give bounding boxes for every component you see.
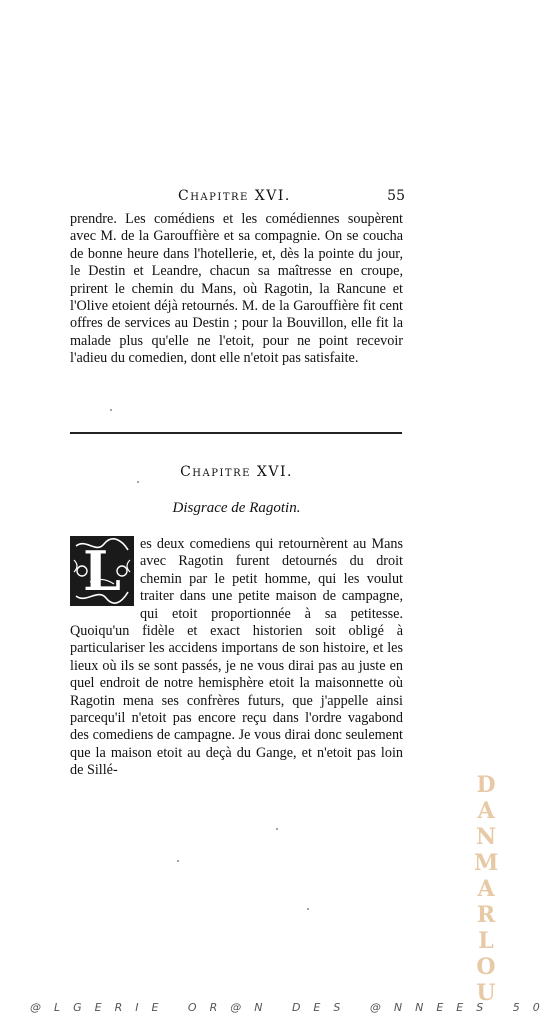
running-head-title: Chapitre XVI.: [178, 188, 291, 204]
chapter-title: Chapitre XVI.: [180, 464, 293, 480]
running-head: [70, 188, 405, 210]
speck: [110, 409, 112, 411]
section-divider: [70, 432, 402, 434]
speck: [276, 828, 278, 830]
speck: [177, 860, 179, 862]
paragraph-continued: prendre. Les comédiens et les comédiennes soupèrent avec M. de la Garouffière et sa compagnie. On se coucha de bonne heure dans l'hotellerie, et, dès la pointe du jour, le Destin et Leandre, chacun sa maîtresse en croupe, prirent le chemin du Mans, où Ragotin, la Rancune et l'Olive etoient déjà retournés. M. de la Garouffière fit cent offres de services au Destin ; pour la Bouvillon, elle fit la malade plus qu'elle ne l'etoit, pour ne point recevoir l'adieu du comedien, dont elle n'etoit pas satisfaite.: [70, 211, 403, 367]
page-number: 55: [387, 188, 405, 204]
speck: [307, 908, 309, 910]
ornamental-drop-cap: [70, 536, 134, 606]
chapter-paragraph: es deux comediens qui retournèrent au Mans avec Ragotin furent detournés du droit chemin par le petit homme, qui les voulut traiter dans une petite maison de campagne, qui etoit proportionnée à sa petitesse. Quoiqu'un fidèle et exact historien soit obligé à particulariser les accidens importans de son histoire, et les lieux où ils se sont passés, je ne vous dirai pas au juste en quel endroit de notre hemisphère etoit la maisonnette où Ragotin mena ses confrères futurs, que j'appelle ainsi parcequ'il n'etoit pas encore reçu dans l'ordre vagabond des comediens de campagne. Je vous dirai donc seulement que la maison etoit au deçà du Gange, et n'etoit pas loin de Sillé-: [70, 536, 403, 779]
chapter-subtitle: Disgrace de Ragotin.: [172, 500, 301, 516]
footer-caption: @LGERIE OR@N DES @NNEES 50: [30, 1001, 553, 1014]
drop-cap-letter: L: [83, 539, 121, 603]
side-watermark: DANMARLOU: [474, 772, 499, 1006]
chapter-body: [70, 536, 403, 780]
speck: [137, 481, 139, 483]
